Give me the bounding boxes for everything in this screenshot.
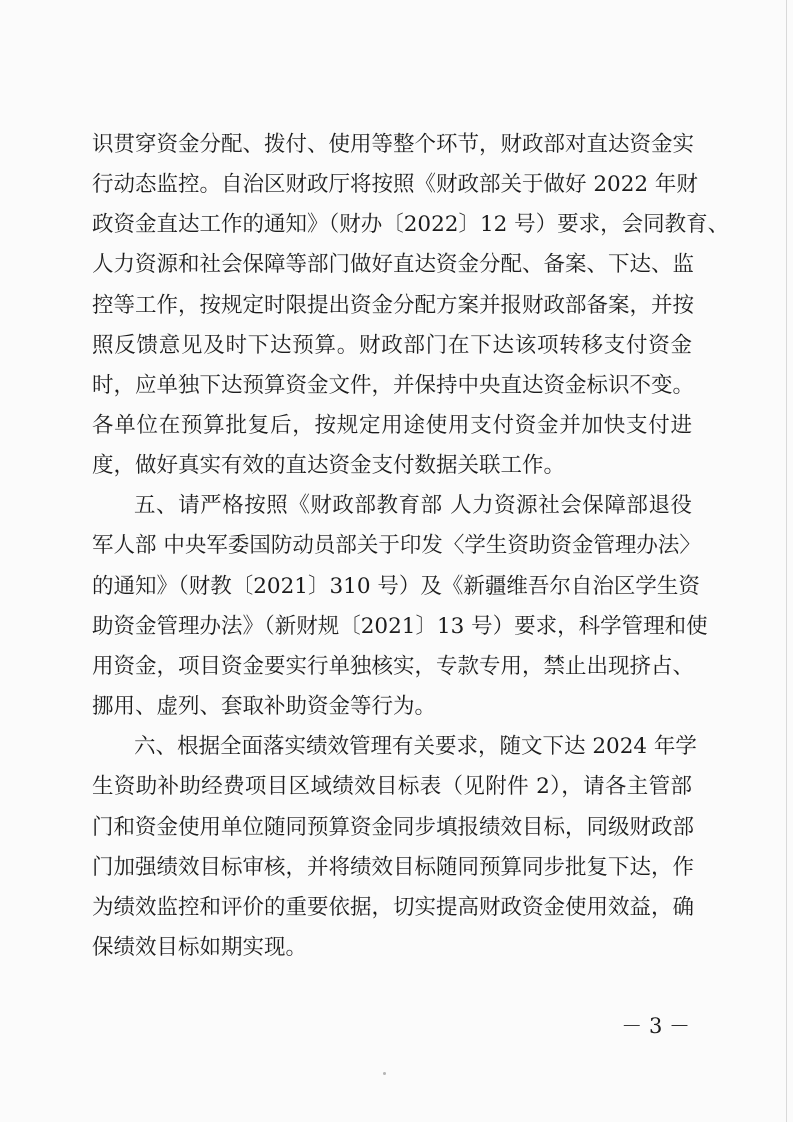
scan-dot — [383, 1072, 386, 1075]
section-six-heading-line: 六、根据全面落实绩效管理有关要求，随文下达 2024 年学 — [134, 734, 697, 759]
body-text-line-9: 度，做好真实有效的直达资金支付数据关联工作。 — [92, 453, 566, 478]
body-text-line-13: 助资金管理办法》（新财规〔2021〕13 号）要求，科学管理和使 — [92, 614, 708, 639]
body-text-line-17: 生资助补助经费项目区域绩效目标表（见附件 2），请各主管部 — [92, 774, 692, 799]
section-five-heading-line: 五、请严格按照《财政部教育部 人力资源社会保障部退役 — [134, 493, 692, 518]
page-number: － 3 － — [621, 1014, 690, 1038]
body-text-line-21: 保绩效目标如期实现。 — [92, 935, 308, 960]
body-text-line-14: 用资金，项目资金要实行单独核实，专款专用，禁止出现挤占、 — [92, 654, 695, 679]
body-text-line-8: 各单位在预算批复后，按规定用途使用支付资金并加快支付进 — [92, 413, 692, 438]
body-text-line-5: 控等工作，按规定时限提出资金分配方案并报财政部备案，并按 — [92, 293, 695, 318]
body-text-line-11: 军人部 中央军委国防动员部关于印发〈学生资助资金管理办法〉 — [92, 533, 701, 558]
body-text-line-7: 时，应单独下达预算资金文件，并保持中央直达资金标识不变。 — [92, 373, 695, 398]
body-text-line-2: 行动态监控。自治区财政厅将按照《财政部关于做好 2022 年财 — [92, 172, 698, 197]
body-text-line-15: 挪用、虚列、套取补助资金等行为。 — [92, 694, 437, 719]
body-text-line-3: 政资金直达工作的通知》（财办〔2022〕12 号）要求，会同教育、 — [92, 212, 730, 237]
body-text-line-4: 人力资源和社会保障等部门做好直达资金分配、备案、下达、监 — [92, 252, 695, 277]
body-text-line-18: 门和资金使用单位随同预算资金同步填报绩效目标，同级财政部 — [92, 815, 695, 840]
page-edge-line — [786, 0, 787, 1122]
body-text-line-12: 的通知》（财教〔2021〕310 号）及《新疆维吾尔自治区学生资 — [92, 574, 700, 599]
body-text-line-1: 识贯穿资金分配、拨付、使用等整个环节，财政部对直达资金实 — [92, 132, 695, 157]
body-text-line-6: 照反馈意见及时下达预算。财政部门在下达该项转移支付资金 — [92, 333, 692, 358]
body-text-line-19: 门加强绩效目标审核，并将绩效目标随同预算同步批复下达，作 — [92, 855, 695, 880]
body-text-line-20: 为绩效监控和评价的重要依据，切实提高财政资金使用效益，确 — [92, 895, 695, 920]
